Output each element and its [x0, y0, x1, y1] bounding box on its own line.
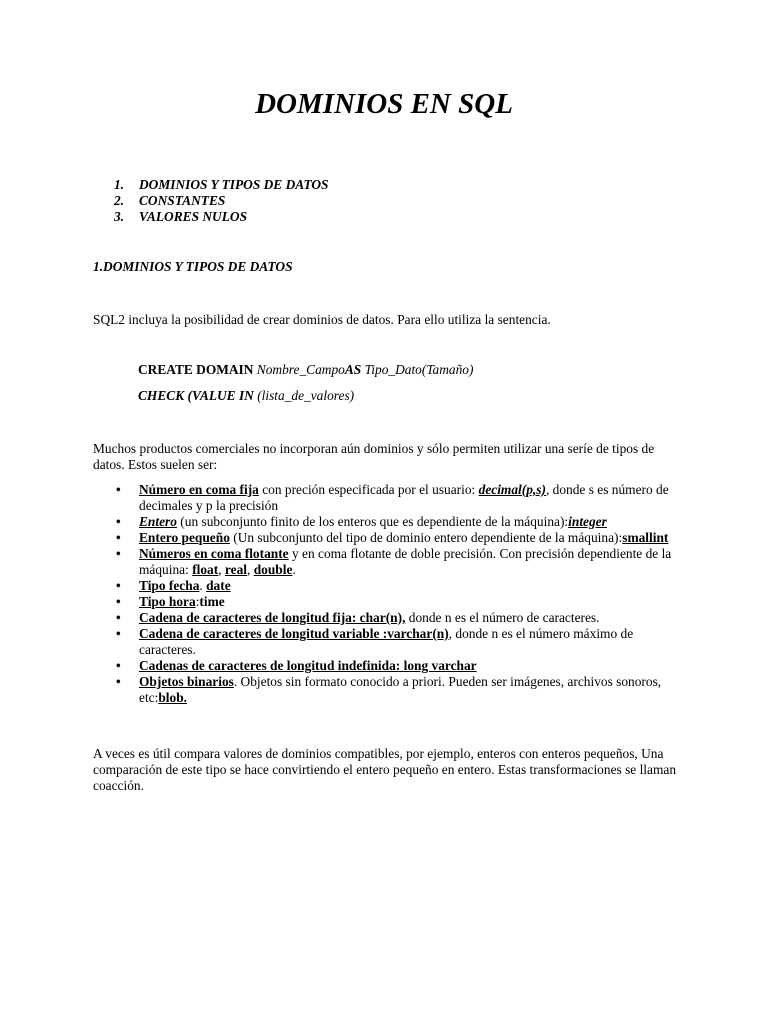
type-smallint: smallint	[622, 530, 669, 545]
intro-paragraph: SQL2 incluya la posibilidad de crear dominios de datos. Para ello utiliza la sentencia.	[93, 312, 551, 327]
list-item	[93, 530, 683, 546]
list-item	[93, 578, 683, 594]
code-keyword-check: CHECK (VALUE IN	[138, 388, 258, 403]
type-double: double	[253, 562, 293, 577]
list-item	[93, 546, 683, 578]
item-text: (Un subconjunto del tipo de dominio entero dependiente de la máquina):	[229, 530, 623, 545]
page-title: DOMINIOS EN SQL	[255, 88, 513, 120]
toc-text: CONSTANTES	[139, 193, 226, 208]
code-keyword: CREATE DOMAIN	[138, 362, 257, 377]
code-value-list: (lista_de_valores)	[257, 388, 355, 403]
type-integer: integer	[568, 514, 607, 529]
code-keyword-as: AS	[344, 362, 362, 377]
term-long-varchar: Cadenas de caracteres de longitud indefinida: long varchar	[139, 658, 477, 673]
term-date: Tipo fecha	[139, 578, 200, 593]
data-types-paragraph: Muchos productos comerciales no incorporan aún dominios y sólo permiten utilizar una seríe de tipos de datos. Estos suelen ser:	[93, 441, 655, 472]
separator: .	[199, 578, 207, 593]
create-domain-statement	[138, 362, 473, 378]
coercion-paragraph: A veces es útil compara valores de dominios compatibles, por ejemplo, enteros con enteros pequeños, Una comparación de este tipo se hace convirtiendo el entero pequeño en entero. Estas transformaciones se llaman coacción.	[93, 746, 677, 793]
item-text: . Objetos sin formato conocido a priori. Pueden ser imágenes, archivos sonoros, etc:	[139, 674, 662, 705]
toc-number: 2.	[114, 193, 125, 208]
toc-item	[114, 177, 329, 193]
section-heading: 1.DOMINIOS Y TIPOS DE DATOS	[93, 259, 293, 274]
toc-number: 1.	[114, 177, 125, 192]
term-binary-objects: Objetos binarios	[139, 674, 234, 689]
data-types-list	[93, 482, 683, 706]
code-data-type: Tipo_Dato(Tamaño)	[361, 362, 474, 377]
list-item	[93, 610, 683, 626]
toc-text: DOMINIOS Y TIPOS DE DATOS	[139, 177, 329, 192]
toc-text: VALORES NULOS	[139, 209, 248, 224]
separator: .	[292, 562, 296, 577]
list-item	[93, 658, 683, 674]
term-varchar: Cadena de caracteres de longitud variable :varchar(n)	[139, 626, 449, 641]
term-char: Cadena de caracteres de longitud fija: char(n),	[139, 610, 406, 625]
list-item	[93, 674, 683, 706]
toc-item	[114, 193, 329, 209]
toc-item	[114, 209, 329, 225]
type-date: date	[206, 578, 231, 593]
separator: ,	[246, 562, 254, 577]
list-item	[93, 514, 683, 530]
type-float: float	[192, 562, 219, 577]
separator: :	[195, 594, 200, 609]
item-text: donde n es el número de caracteres.	[405, 610, 600, 625]
term-floating-point: Números en coma flotante	[139, 546, 289, 561]
type-blob: blob.	[158, 690, 187, 705]
list-item	[93, 626, 683, 658]
list-item	[93, 594, 683, 610]
toc-number: 3.	[114, 209, 125, 224]
item-text: , donde n es el número máximo de caracteres.	[139, 626, 634, 657]
term-small-integer: Entero pequeño	[139, 530, 230, 545]
item-text: , donde s es número de decimales y p la precisión	[139, 482, 669, 513]
code-field-name: Nombre_Campo	[256, 362, 345, 377]
item-text: y en coma flotante de doble precisión. Con precisión dependiente de la máquina:	[139, 546, 672, 577]
term-fixed-point: Número en coma fija	[139, 482, 259, 497]
term-integer: Entero	[139, 514, 177, 529]
type-decimal: decimal(p,s)	[478, 482, 546, 497]
list-item	[93, 482, 683, 514]
item-text: (un subconjunto finito de los enteros que es dependiente de la máquina):	[176, 514, 569, 529]
type-real: real	[224, 562, 247, 577]
table-of-contents	[114, 177, 329, 225]
type-time: time	[199, 594, 225, 609]
item-text: con preción especificada por el usuario:	[258, 482, 479, 497]
term-time: Tipo hora	[139, 594, 196, 609]
check-statement	[138, 388, 354, 404]
separator: ,	[218, 562, 225, 577]
